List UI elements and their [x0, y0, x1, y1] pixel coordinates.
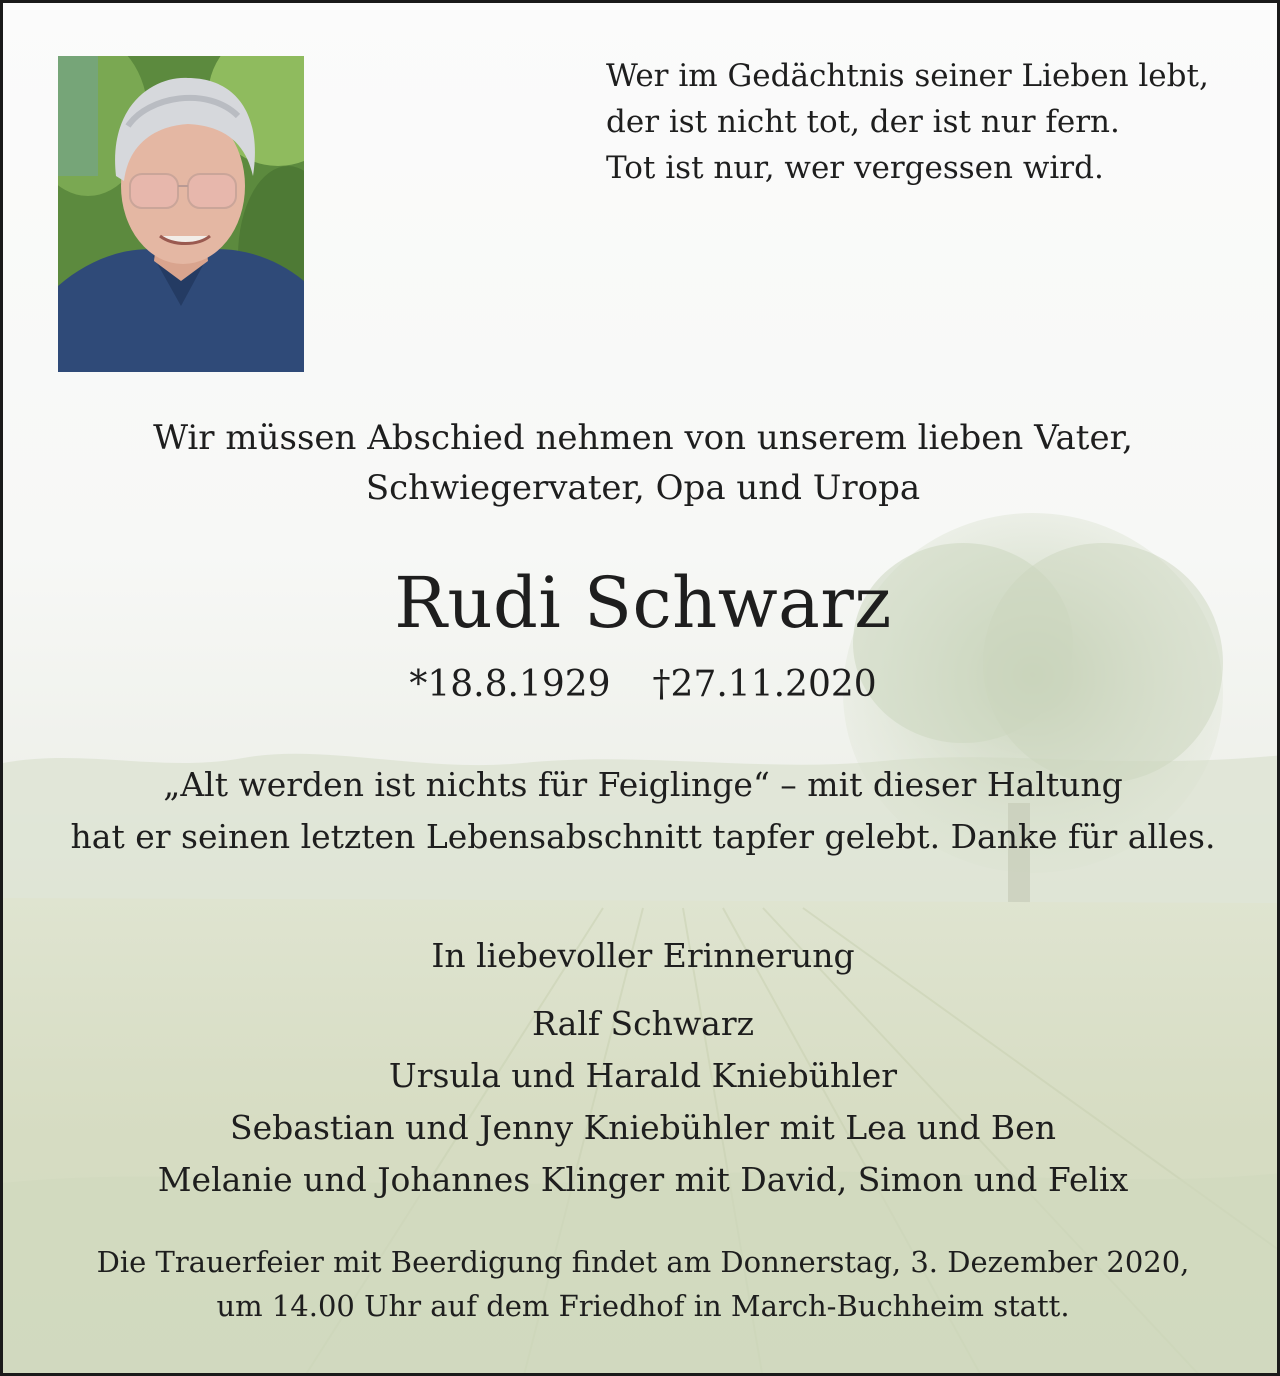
memory-heading: In liebevoller Erinnerung [431, 936, 855, 975]
family-member: Ralf Schwarz [532, 1004, 754, 1043]
poem-line: Wer im Gedächtnis seiner Lieben lebt, [606, 58, 1209, 94]
life-dates [3, 659, 1280, 711]
portrait-photo [58, 56, 304, 372]
service-line: um 14.00 Uhr auf dem Friedhof in March-Buchheim statt. [216, 1289, 1070, 1323]
memorial-poem [606, 53, 1266, 191]
motto-line: hat er seinen letzten Lebensabschnitt tapfer gelebt. Danke für alles. [70, 817, 1216, 856]
motto-line: „Alt werden ist nichts für Feiglinge“ – mit dieser Haltung [163, 765, 1123, 804]
family-member: Melanie und Johannes Klinger mit David, Simon und Felix [157, 1160, 1129, 1199]
poem-line: der ist nicht tot, der ist nur fern. [606, 104, 1120, 140]
family-list [3, 998, 1280, 1206]
farewell-intro [3, 413, 1280, 513]
intro-line: Wir müssen Abschied nehmen von unserem lieben Vater, [153, 418, 1133, 458]
service-line: Die Trauerfeier mit Beerdigung findet am Donnerstag, 3. Dezember 2020, [96, 1245, 1190, 1279]
funeral-service-info [3, 1240, 1280, 1328]
family-member: Sebastian und Jenny Kniebühler mit Lea und Ben [230, 1108, 1056, 1147]
intro-line: Schwiegervater, Opa und Uropa [365, 468, 921, 508]
portrait-image [58, 56, 304, 372]
family-member: Ursula und Harald Kniebühler [388, 1056, 898, 1095]
deceased-name: Rudi Schwarz [394, 562, 892, 644]
poem-line: Tot ist nur, wer vergessen wird. [606, 150, 1104, 186]
death-date: †27.11.2020 [652, 664, 877, 705]
birth-date: *18.8.1929 [409, 664, 611, 705]
motto-text [3, 759, 1280, 863]
